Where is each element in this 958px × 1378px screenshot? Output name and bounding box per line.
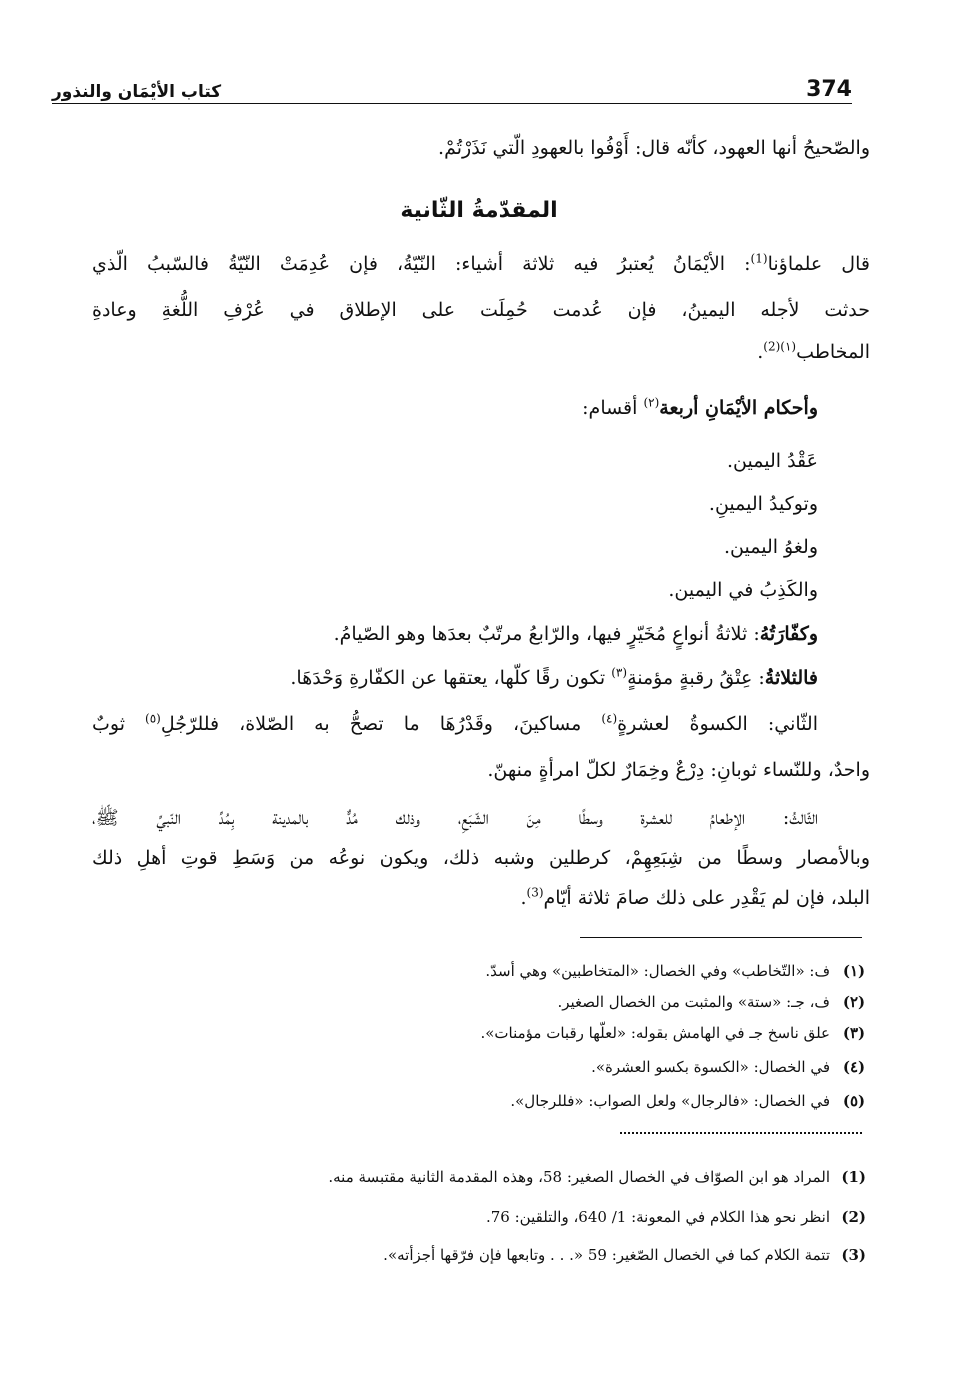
ruling-item: وتوكيدُ اليمينِ. (708, 493, 818, 515)
footnote-dotted-separator (620, 1132, 862, 1134)
footnote-number: (3) (841, 1246, 866, 1264)
para1-line3 (92, 340, 870, 366)
ruling-item: عَقْدُ اليمين. (727, 450, 818, 472)
first-line (92, 666, 818, 692)
header-rule (52, 103, 852, 104)
page-header (52, 68, 852, 102)
footnote-ref: (٣) (611, 665, 628, 680)
footnote-number: (٤) (842, 1058, 866, 1076)
intro-line: والصّحيحُ أنها العهود، كأنّه قال: أَوْفُوا بالعهودِ الّتي نَذَرْتُمْ. (438, 137, 870, 159)
footnote-text: في الخصال: «فالرجال» ولعل الصواب: «فللرجال». (510, 1092, 830, 1110)
second-line2: واحدٌ، وللنّساء ثوبانِ: دِرْعٌ وخِمَارٌ لكلّ امرأةٍ منهنّ. (487, 759, 870, 781)
running-title: كتاب الأيْمَان والنذور (52, 82, 222, 102)
para1-text-c: المخاطب (796, 341, 870, 363)
third-text-b: . (520, 887, 527, 909)
rulings-intro-rest: أقسام: (582, 397, 644, 419)
footnote-ref: (٤) (601, 711, 618, 726)
footnote-number: (١) (842, 962, 866, 980)
footnote-text: ف: «التّخاطب» وفي الخصال: «المتخاطبين» وهي أسدّ. (485, 962, 830, 980)
footnote-ref: (٢) (643, 395, 660, 410)
rulings-intro (92, 396, 818, 422)
first-text-a: : عِتْقُ رقبةٍ مؤمنةٍ (627, 667, 765, 689)
editor-footnote-item (120, 1208, 866, 1226)
footnote-item (120, 1092, 866, 1110)
second-text-b: مساكينَ، وقَدْرُهَا ما تصحُّ به الصّلاة، فللرّجُلِ (160, 713, 602, 735)
second-text-a: الثّاني: الكسوةُ لعشرةٍ (617, 713, 818, 735)
ruling-item: ولغوُ اليمين. (723, 536, 818, 558)
third-line1: الثّالثُ: الإطعامُ للعشرة وسطًا مِنَ الشّبَعِ، وذلك مُدٌّ بالمدينة بِمُدِّ النّبيِّ ﷺ، (92, 807, 818, 829)
footnote-number: (٣) (842, 1024, 866, 1042)
editor-footnote-item (120, 1168, 866, 1186)
kaffara-text: : ثلاثةُ أنواعٍ مُخَيّرٍ فيها، والرّابعُ مرتّبٌ بعدَها وهو الصّيامُ. (333, 623, 760, 645)
ruling-item: والكَذِبُ في اليمين. (668, 579, 818, 601)
footnote-text: في الخصال: «الكسوة بكسو العشرة». (591, 1058, 830, 1076)
para1-line1 (92, 252, 870, 278)
second-line1 (92, 712, 818, 738)
footnote-text: تتمة الكلام كما في الخصال الصّغير: 59 «. . . وتابعها فإن فرّقها أجزأته». (383, 1246, 830, 1264)
first-text-b: تكون رقًا كلّها، يعتقها عن الكفّارةِ وَحْدَهَا. (290, 667, 612, 689)
footnote-number: (1) (841, 1168, 866, 1186)
third-line2: وبالأمصار وسطًا من شِبَعِهِمْ، كرطلين وشبه ذلك، ويكون نوعُه من وَسَطِ قوتِ أهلِ ذلك (92, 847, 870, 869)
para1-text-a: قال علماؤنا (767, 253, 870, 275)
footnote-text: انظر نحو هذا الكلام في المعونة: 1/ 640، والتلقين: 76. (485, 1208, 830, 1226)
footnote-separator (580, 937, 862, 938)
rulings-intro-bold: وأحكام الأيْمَانِ أربعة (659, 397, 818, 419)
footnote-ref: (1) (750, 251, 768, 266)
footnote-ref: (٥) (145, 711, 161, 726)
footnote-item (120, 1024, 866, 1042)
footnote-number: (2) (841, 1208, 866, 1226)
kaffara-bold: وكفّارَتُهُ (759, 623, 818, 645)
third-text-a: البلد، فإن لم يَقْدِر على ذلك صامَ ثلاثة أيّام (543, 887, 870, 909)
para1-text-d: . (757, 341, 764, 363)
second-text-c: ثوبٌ (92, 713, 146, 735)
footnote-text: المراد هو ابن الصوّاف في الخصال الصغير: 58، وهذه المقدمة الثانية مقتبسة منه. (328, 1168, 830, 1186)
para1-line2: حدثت لأجله اليمينُ، فإن عُدمت حُمِلَت على الإطلاق في عُرْفِ اللُّغةِ وعادةِ (92, 299, 870, 321)
editor-footnote-item (120, 1246, 866, 1264)
section-title: المقدّمةُ الثّانية (400, 198, 558, 223)
footnote-item (120, 962, 866, 980)
first-bold: فالثلاثةُ (764, 667, 818, 689)
page-number: 374 (806, 77, 852, 102)
footnote-number: (٢) (842, 993, 866, 1011)
footnote-text: ف، جـ: «ستة» والمثبت من الخصال الصغير. (557, 993, 830, 1011)
third-line3 (92, 886, 870, 912)
footnote-ref: (3) (526, 885, 544, 900)
footnote-item (120, 993, 866, 1011)
para1-text-b: : الأيْمَانُ يُعتبرُ فيه ثلاثة أشياء: النّيّةُ، فإن عُدِمَتْ النّيّةُ فالسّببُ الّذي (92, 253, 751, 275)
footnote-item (120, 1058, 866, 1076)
footnote-number: (٥) (842, 1092, 866, 1110)
footnote-ref: (١)(2) (763, 339, 797, 354)
footnote-text: علق ناسخ جـ في الهامش بقوله: «لعلّها رقبات مؤمنات». (480, 1024, 830, 1042)
kaffara-line (92, 622, 818, 648)
